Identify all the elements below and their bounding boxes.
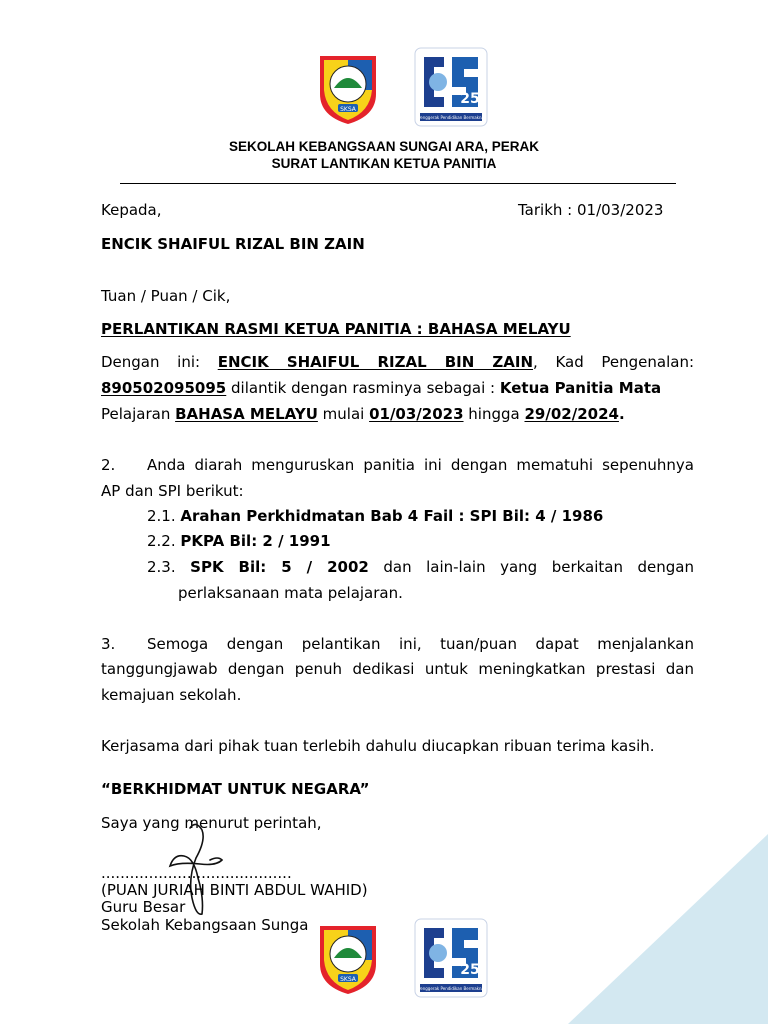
paragraph-2-line-2: AP dan SPI berikut: (101, 482, 244, 500)
school-name-heading: SEKOLAH KEBANGSAAN SUNGAI ARA, PERAK (228, 139, 540, 154)
paragraph-3-number: 3. (101, 635, 116, 653)
anniversary-25-logo-footer (414, 918, 488, 998)
letter-subject-heading: SURAT LANTIKAN KETUA PANITIA (271, 156, 497, 171)
salutation: Tuan / Puan / Cik, (101, 287, 231, 305)
decorative-corner-triangle (568, 834, 768, 1024)
letter-title: PERLANTIKAN RASMI KETUA PANITIA : BAHASA MELAYU (101, 320, 571, 338)
list-item: 2.3. SPK Bil: 5 / 2002 dan lain-lain yang berkaitan dengan (147, 558, 694, 576)
list-item-continuation: perlaksanaan mata pelajaran. (178, 584, 403, 602)
signature-dots: ........................................ (101, 864, 292, 882)
appointment-line-2: 890502095095 dilantik dengan rasminya sebagai : Ketua Panitia Mata (101, 379, 662, 397)
to-label: Kepada, (101, 201, 162, 219)
list-item: 2.1. Arahan Perkhidmatan Bab 4 Fail : SPI Bil: 4 / 1986 (147, 507, 604, 525)
paragraph-3-line-1: Semoga dengan pelantikan ini, tuan/puan dapat menjalankan (147, 635, 694, 653)
end-date: 29/02/2024 (524, 405, 619, 423)
svg-text:SKSA: SKSA (340, 106, 356, 113)
svg-text:Penggerak Pendidikan Bermakna: Penggerak Pendidikan Bermakna (418, 986, 484, 991)
recipient-name: ENCIK SHAIFUL RIZAL BIN ZAIN (101, 235, 365, 253)
motto: “BERKHIDMAT UNTUK NEGARA” (101, 780, 370, 798)
school-crest-logo-footer (316, 920, 380, 996)
sign-intro: Saya yang menurut perintah, (101, 814, 322, 832)
svg-text:Penggerak Pendidikan Bermakna: Penggerak Pendidikan Bermakna (418, 115, 484, 120)
list-item: 2.2. PKPA Bil: 2 / 1991 (147, 532, 331, 550)
start-date: 01/03/2023 (369, 405, 464, 423)
subject-name: BAHASA MELAYU (175, 405, 318, 423)
school-crest-logo (316, 50, 380, 126)
signatory-school: Sekolah Kebangsaan Sunga (101, 916, 309, 934)
appointee-name: ENCIK SHAIFUL RIZAL BIN ZAIN (217, 353, 534, 371)
closing-remark: Kerjasama dari pihak tuan terlebih dahulu diucapkan ribuan terima kasih. (101, 737, 655, 755)
svg-text:25: 25 (460, 91, 480, 107)
paragraph-2-number: 2. (101, 456, 116, 474)
signatory-name: (PUAN JURIAH BINTI ABDUL WAHID) (101, 881, 368, 899)
svg-text:25: 25 (460, 962, 480, 978)
paragraph-3-line-3: kemajuan sekolah. (101, 686, 242, 704)
paragraph-3-line-2: tanggungjawab dengan penuh dedikasi untuk meningkatkan prestasi dan (101, 660, 694, 678)
letter-date: Tarikh : 01/03/2023 (518, 201, 664, 219)
ic-number: 890502095095 (101, 379, 227, 397)
header-divider (120, 183, 676, 184)
svg-text:SKSA: SKSA (340, 976, 356, 983)
signatory-position: Guru Besar (101, 898, 186, 916)
anniversary-25-logo (414, 47, 488, 127)
role: Ketua Panitia Mata (499, 379, 662, 397)
appointment-line-3: Pelajaran BAHASA MELAYU mulai 01/03/2023 hingga 29/02/2024. (101, 405, 625, 423)
paragraph-2-line-1: Anda diarah menguruskan panitia ini dengan mematuhi sepenuhnya (147, 456, 694, 474)
appointment-line-1: Dengan ini: ENCIK SHAIFUL RIZAL BIN ZAIN, Kad Pengenalan: (101, 353, 694, 371)
